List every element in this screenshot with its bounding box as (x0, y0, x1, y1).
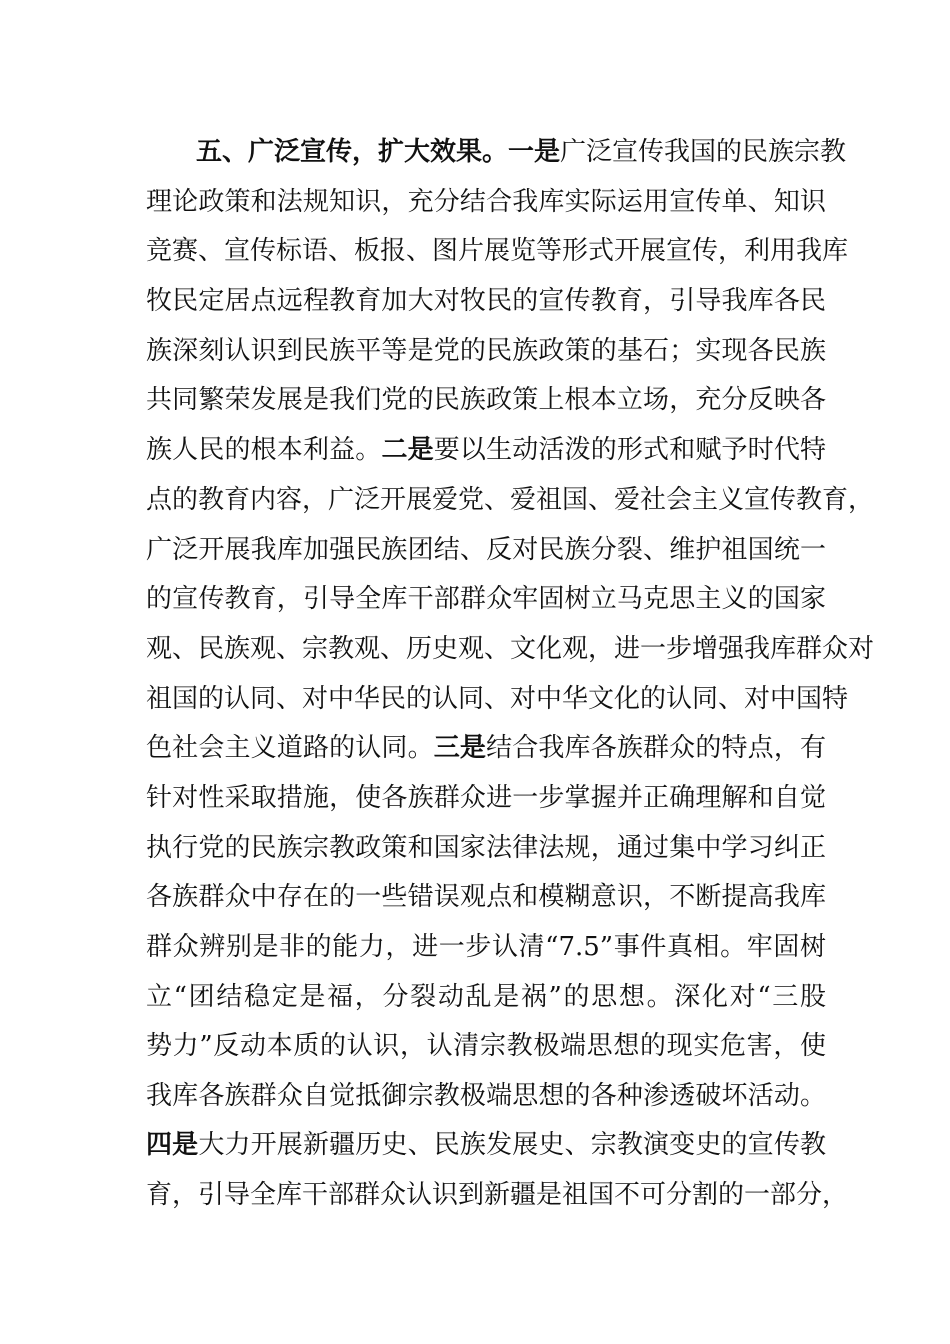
paragraph-line-2: 理论政策和法规知识，充分结合我库实际运用宣传单、知识 (146, 187, 826, 217)
paragraph-line-3: 竞赛、宣传标语、板报、图片展览等形式开展宣传，利用我库 (146, 236, 849, 266)
line-text: 结合我库各族群众的特点，有 (486, 733, 826, 763)
paragraph-line-16: 各族群众中存在的一些错误观点和模糊意识，不断提高我库 (146, 882, 826, 912)
paragraph-line-11: 观、民族观、宗教观、历史观、文化观，进一步增强我库群众对 (146, 634, 875, 664)
keyword-1: 一是 (508, 137, 561, 167)
paragraph-line-9: 广泛开展我库加强民族团结、反对民族分裂、维护祖国统一 (146, 535, 826, 565)
paragraph-line-5: 族深刻认识到民族平等是党的民族政策的基石；实现各民族 (146, 336, 826, 366)
paragraph-line-1 (196, 132, 847, 172)
keyword-3: 三是 (433, 733, 487, 763)
keyword-4: 四是 (146, 1130, 199, 1160)
paragraph-line-7 (146, 430, 826, 470)
paragraph-line-14: 针对性采取措施，使各族群众进一步掌握并正确理解和自觉 (146, 783, 826, 813)
paragraph-line-19: 势力”反动本质的认识，认清宗教极端思想的现实危害，使 (146, 1031, 826, 1061)
paragraph-line-10: 的宣传教育，引导全库干部群众牢固树立马克思主义的国家 (146, 584, 826, 614)
paragraph-line-15: 执行党的民族宗教政策和国家法律法规，通过集中学习纠正 (146, 833, 826, 863)
line-text: 色社会主义道路的认同。 (146, 733, 434, 763)
section-heading: 五、广泛宣传，扩大效果。 (196, 137, 509, 167)
line-text: 要以生动活泼的形式和赋予时代特 (433, 435, 826, 465)
paragraph-line-13 (146, 728, 826, 768)
keyword-2: 二是 (381, 435, 434, 465)
line-text: 大力开展新疆历史、民族发展史、宗教演变史的宣传教 (198, 1130, 826, 1160)
line-text: 族人民的根本利益。 (146, 435, 382, 465)
paragraph-line-18: 立“团结稳定是福，分裂动乱是祸”的思想。深化对“三股 (146, 982, 826, 1012)
paragraph-line-17: 群众辨别是非的能力，进一步认清“7.5”事件真相。牢固树 (146, 932, 826, 962)
paragraph-line-21 (146, 1125, 826, 1165)
paragraph-line-12: 祖国的认同、对中华民的认同、对中华文化的认同、对中国特 (146, 684, 849, 714)
paragraph-line-8: 点的教育内容，广泛开展爱党、爱祖国、爱社会主义宣传教育， (146, 485, 875, 515)
paragraph-line-20: 我库各族群众自觉抵御宗教极端思想的各种渗透破坏活动。 (146, 1081, 826, 1111)
paragraph-line-6: 共同繁荣发展是我们党的民族政策上根本立场，充分反映各 (146, 385, 826, 415)
paragraph-line-22: 育，引导全库干部群众认识到新疆是祖国不可分割的一部分， (146, 1180, 849, 1210)
line-text: 广泛宣传我国的民族宗教 (560, 137, 847, 167)
paragraph-line-4: 牧民定居点远程教育加大对牧民的宣传教育，引导我库各民 (146, 286, 826, 316)
